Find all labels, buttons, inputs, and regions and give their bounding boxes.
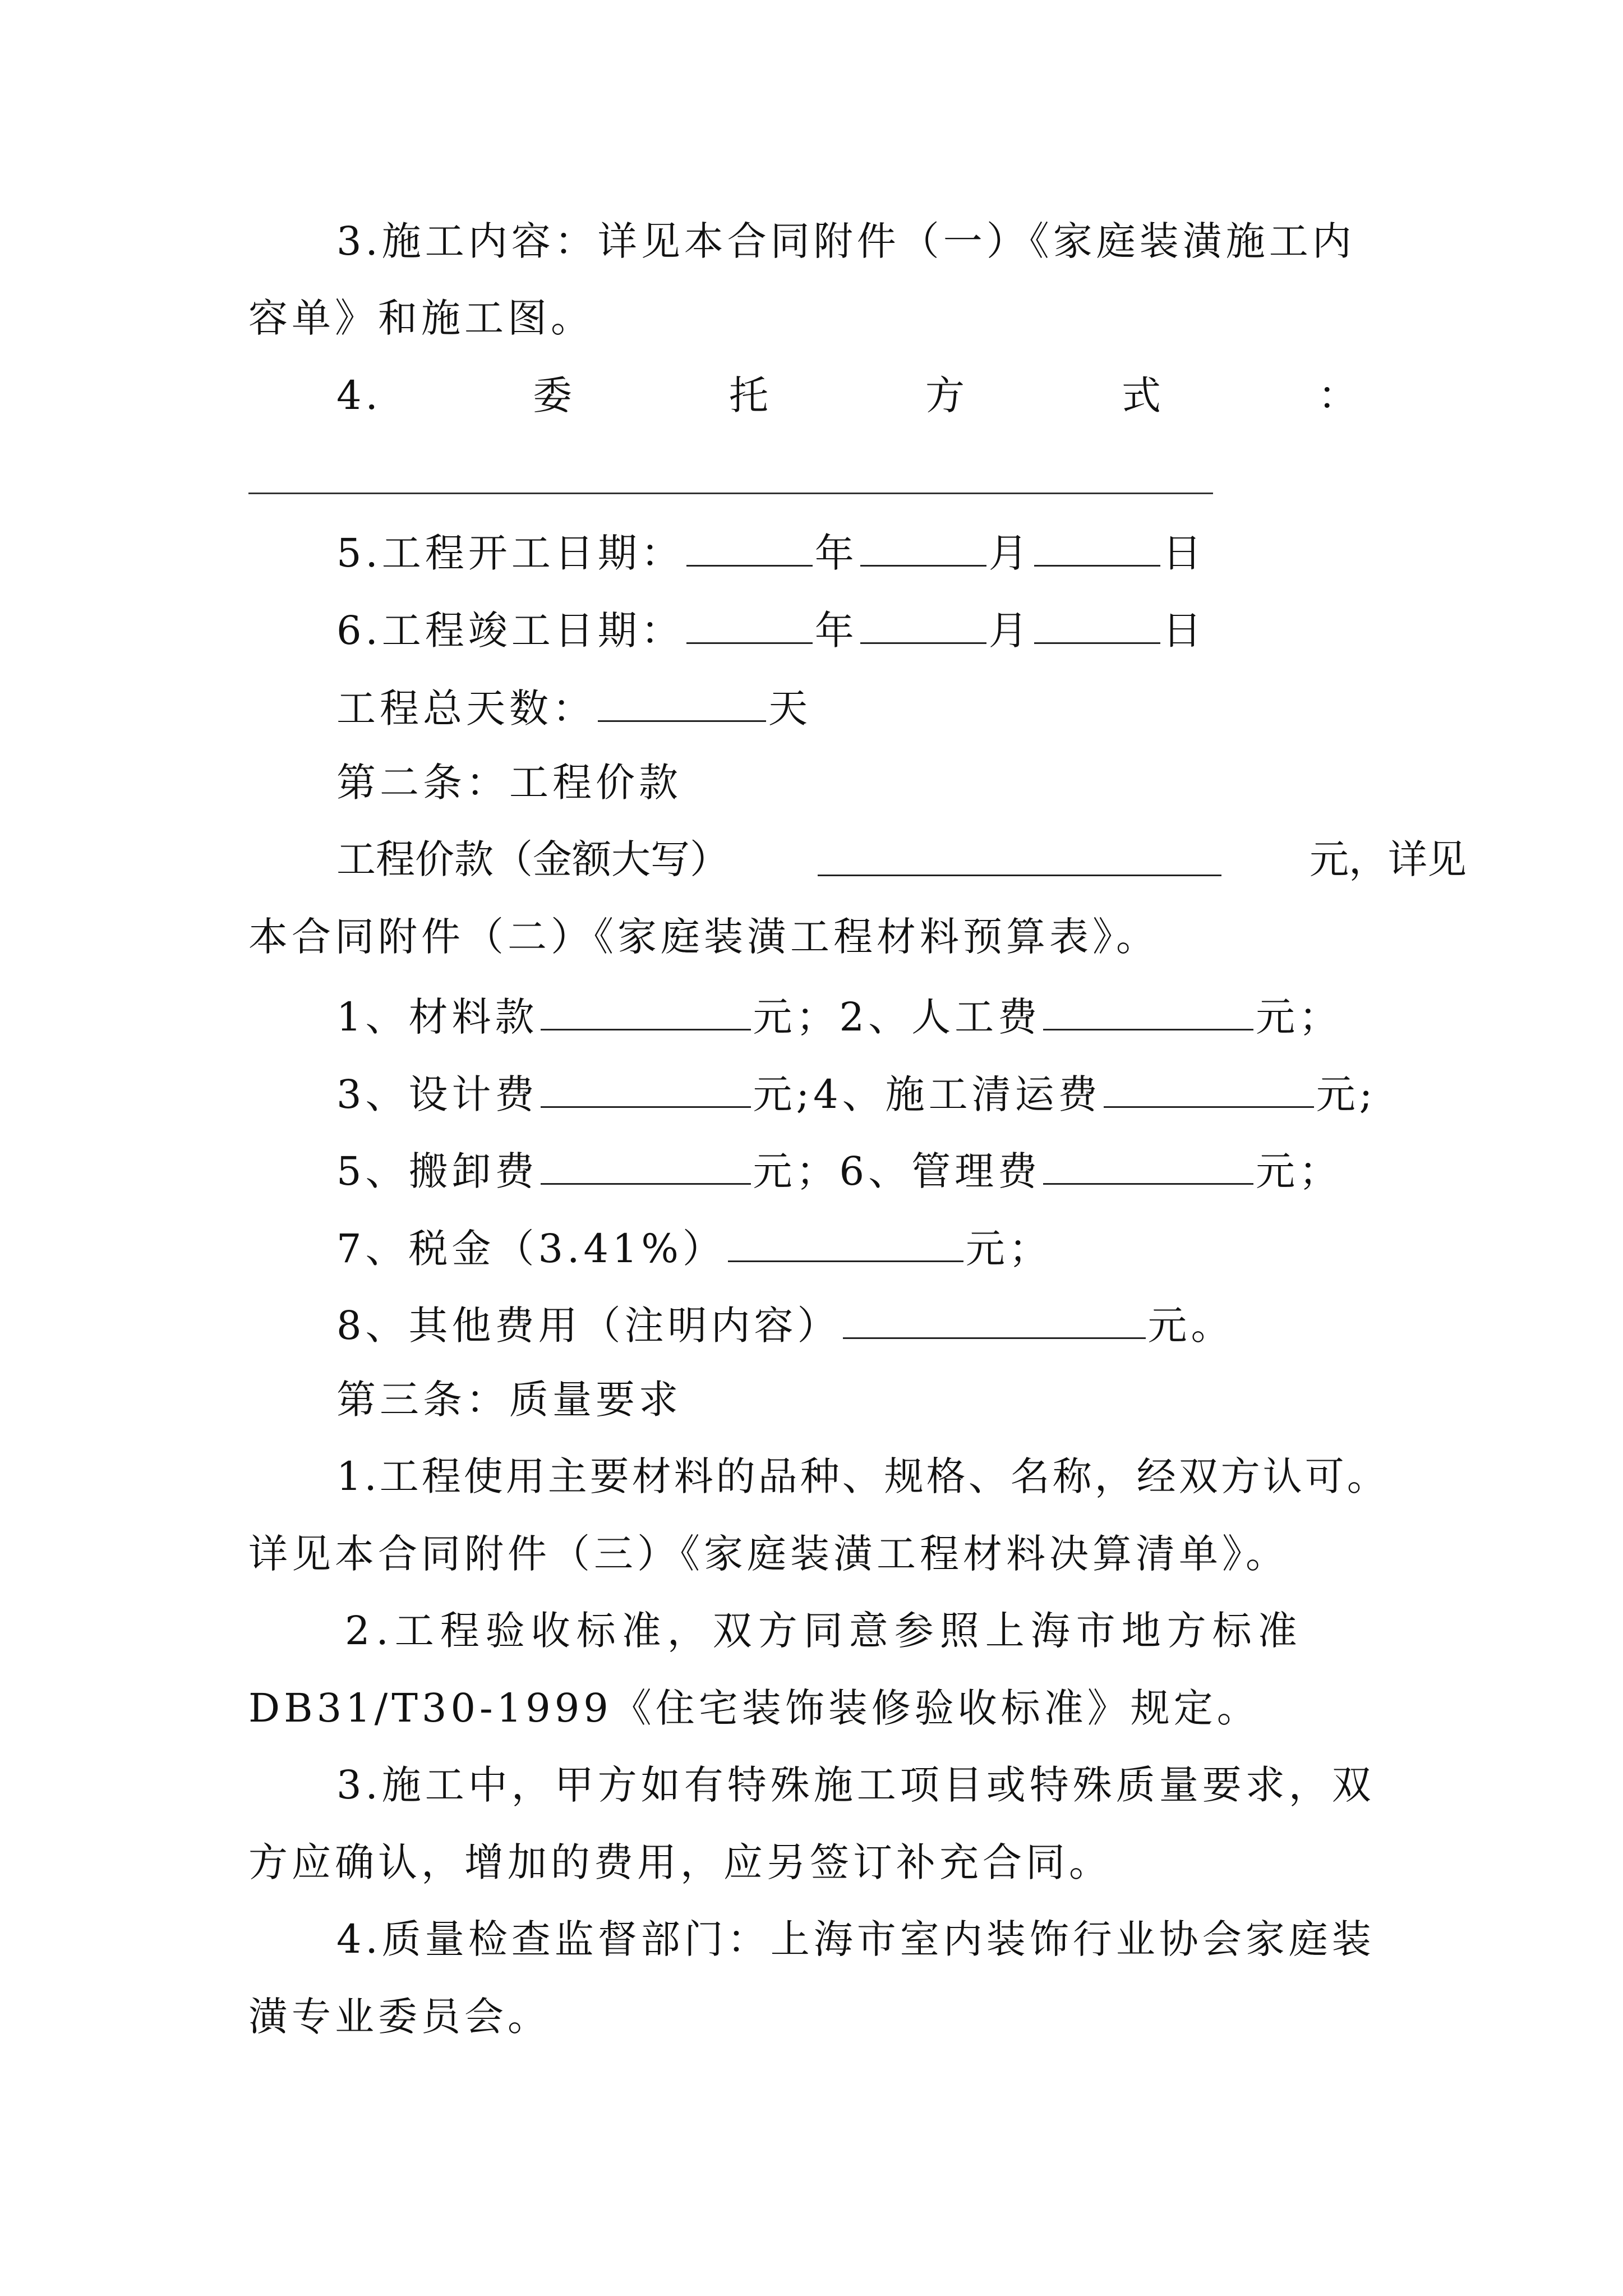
- quality-1-line-2: 详见本合同附件（三）《家庭装潢工程材料决算清单》。: [248, 1531, 1289, 1577]
- month-label: 月: [988, 530, 1032, 576]
- quality-4-line-1: 4.质量检查监督部门：上海市室内装饰行业协会家庭装: [336, 1916, 1375, 1962]
- cleanup-fee-blank: [1104, 1071, 1314, 1108]
- management-fee-blank: [1043, 1148, 1253, 1185]
- labor-fee-label: 2、人工费: [839, 994, 1041, 1040]
- days-unit: 天: [768, 685, 811, 731]
- completion-date-label: 6.工程竣工日期：: [336, 608, 684, 654]
- clause-4-char: ：: [1318, 372, 1357, 418]
- clause-3-line-2: 容单》和施工图。: [248, 295, 594, 341]
- management-fee-label: 6、管理费: [839, 1148, 1041, 1194]
- completion-year-blank: [686, 608, 813, 644]
- other-fee-label: 8、其他费用（注明内容）: [336, 1303, 841, 1349]
- tax-label: 7、税金（3.41%）: [336, 1226, 726, 1272]
- yuan-unit: 元；: [753, 994, 840, 1040]
- fee-line-5: [336, 1303, 1234, 1349]
- quality-4-line-2: 潢专业委员会。: [248, 1994, 551, 2040]
- completion-day-blank: [1034, 608, 1160, 644]
- total-days-line: [336, 685, 811, 731]
- clause-4-char: 委: [533, 372, 572, 418]
- quality-2-line-2: DB31/T30-1999《住宅装饰装修验收标准》规定。: [248, 1685, 1260, 1731]
- article-2-heading: 第二条：工程价款: [336, 760, 682, 806]
- fee-line-4: [336, 1226, 1052, 1272]
- fee-line-2: [336, 1071, 1377, 1117]
- yuan-unit: 元;: [753, 1071, 814, 1117]
- other-fee-blank: [843, 1303, 1146, 1339]
- yuan-unit: 元。: [1147, 1303, 1234, 1349]
- year-label: 年: [814, 530, 858, 576]
- start-day-blank: [1034, 530, 1160, 567]
- clause-4-number: 4.: [336, 372, 382, 418]
- yuan-unit: 元；: [753, 1148, 840, 1194]
- day-label: 日: [1162, 608, 1206, 654]
- moving-fee-label: 5、搬卸费: [336, 1148, 538, 1194]
- start-date-label: 5.工程开工日期：: [336, 530, 684, 576]
- design-fee-label: 3、设计费: [336, 1071, 538, 1117]
- completion-month-blank: [860, 608, 986, 644]
- total-days-blank: [598, 685, 766, 722]
- year-label: 年: [814, 608, 858, 654]
- article-3-heading: 第三条：质量要求: [336, 1377, 682, 1423]
- start-month-blank: [860, 530, 986, 567]
- clause-4-char: 托: [729, 372, 768, 418]
- quality-2-line-1: 2.工程验收标准，双方同意参照上海市地方标准: [345, 1608, 1303, 1654]
- completion-date-line: [336, 608, 1206, 654]
- price-line: [336, 836, 1467, 882]
- labor-fee-blank: [1043, 994, 1253, 1030]
- yuan-unit: 元;: [1316, 1071, 1377, 1117]
- start-year-blank: [686, 530, 813, 567]
- price-suffix: 元，详见: [1310, 836, 1467, 882]
- quality-3-line-2: 方应确认，增加的费用，应另签订补充合同。: [248, 1839, 1112, 1885]
- fee-line-1: [336, 994, 1343, 1040]
- clause-4-char: 式: [1122, 372, 1161, 418]
- entrust-method-blank-line: [248, 493, 1213, 494]
- price-line-2: 本合同附件（二）《家庭装潢工程材料预算表》。: [248, 914, 1159, 960]
- material-fee-blank: [541, 994, 751, 1030]
- yuan-unit: 元；: [1256, 1148, 1343, 1194]
- month-label: 月: [988, 608, 1032, 654]
- quality-3-line-1: 3.施工中，甲方如有特殊施工项目或特殊质量要求，双: [336, 1762, 1375, 1808]
- clause-4-entrust-method: [533, 372, 1357, 418]
- tax-blank: [728, 1226, 963, 1262]
- total-days-label: 工程总天数：: [336, 685, 596, 731]
- day-label: 日: [1162, 530, 1206, 576]
- price-label: 工程价款（金额大写）: [336, 836, 729, 882]
- yuan-unit: 元；: [965, 1226, 1052, 1272]
- moving-fee-blank: [541, 1148, 751, 1185]
- design-fee-blank: [541, 1071, 751, 1108]
- quality-1-line-1: 1.工程使用主要材料的品种、规格、名称，经双方认可。: [336, 1453, 1389, 1499]
- clause-3-line-1: 3.施工内容：详见本合同附件（一）《家庭装潢施工内: [336, 218, 1355, 264]
- clause-4-char: 方: [925, 372, 965, 418]
- price-amount-blank: [818, 840, 1221, 876]
- fee-line-3: [336, 1148, 1343, 1194]
- cleanup-fee-label: 4、施工清运费: [813, 1071, 1101, 1117]
- material-fee-label: 1、材料款: [336, 994, 538, 1040]
- start-date-line: [336, 530, 1206, 576]
- yuan-unit: 元；: [1256, 994, 1343, 1040]
